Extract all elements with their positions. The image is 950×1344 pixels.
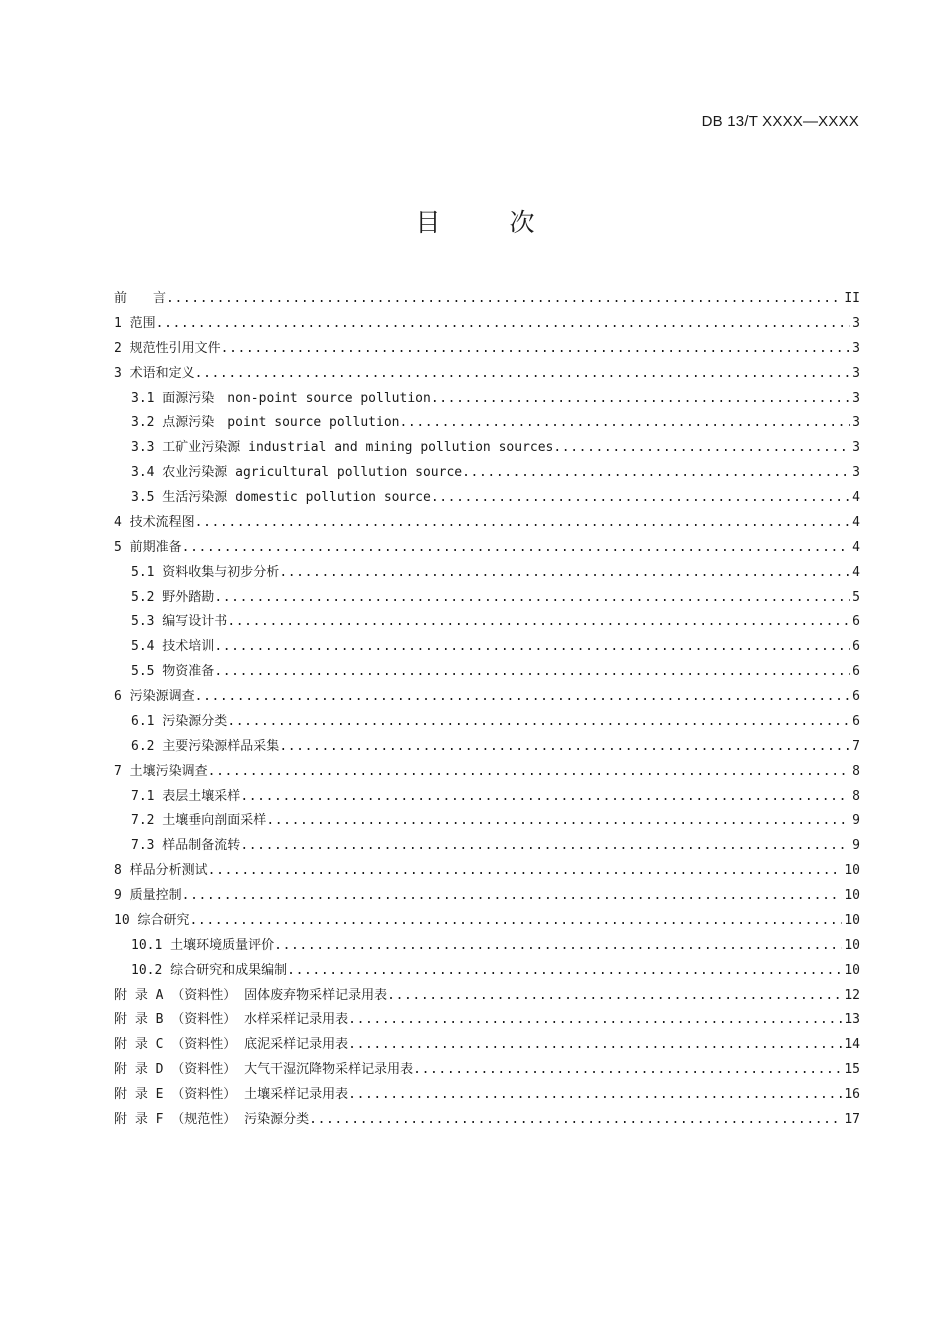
toc-dot-leader: [413, 1062, 842, 1077]
toc-entry[interactable]: [114, 536, 860, 561]
toc-entry-label: 7.2 土壤垂向剖面采样: [131, 813, 267, 829]
toc-dot-leader: [348, 1037, 842, 1052]
toc-entry[interactable]: [114, 561, 860, 586]
toc-dot-leader: [214, 639, 850, 654]
toc-entry-page-number: 15: [844, 1062, 860, 1078]
toc-entry-label: 5.4 技术培训: [131, 639, 215, 655]
toc-entry-label: 6.2 主要污染源样品采集: [131, 738, 280, 754]
toc-entry-page-number: 3: [852, 315, 860, 331]
toc-entry-page-number: 10: [844, 888, 860, 903]
toc-entry[interactable]: [114, 635, 860, 660]
toc-dot-leader: [221, 341, 851, 356]
toc-entry-label: 附 录 B （资料性） 水样采样记录用表: [114, 1012, 349, 1028]
toc-entry-page-number: 8: [852, 788, 860, 804]
toc-dot-leader: [274, 938, 842, 953]
toc-entry[interactable]: [114, 959, 860, 984]
toc-entry-page-number: 3: [852, 465, 860, 481]
toc-entry-label: 3.3 工矿业污染源 industrial and mining pollution sources: [131, 440, 554, 456]
page-title: 目 次: [415, 208, 557, 237]
toc-entry-label: 5.3 编写设计书: [131, 614, 228, 630]
toc-entry-label: 附 录 E （资料性） 土壤采样记录用表: [114, 1087, 349, 1102]
toc-entry-page-number: 6: [852, 664, 860, 680]
toc-entry[interactable]: [114, 1058, 860, 1083]
toc-entry-page-number: 16: [844, 1087, 860, 1102]
toc-entry-label: 10.1 土壤环境质量评价: [131, 937, 275, 953]
toc-entry[interactable]: [114, 984, 860, 1009]
toc-dot-leader: [266, 813, 850, 828]
toc-entry[interactable]: [114, 411, 860, 436]
toc-entry[interactable]: [114, 859, 860, 884]
toc-entry-page-number: 10: [844, 863, 860, 879]
toc-entry[interactable]: [114, 436, 860, 461]
toc-entry[interactable]: [114, 461, 860, 486]
toc-entry[interactable]: [114, 511, 860, 536]
toc-dot-leader: [240, 789, 850, 804]
toc-entry-page-number: 6: [852, 614, 860, 630]
toc-entry-page-number: 14: [844, 1037, 860, 1053]
toc-entry[interactable]: [114, 760, 860, 785]
toc-entry[interactable]: [114, 735, 860, 760]
toc-dot-leader: [240, 838, 850, 853]
toc-entry-label: 附 录 F （规范性） 污染源分类: [114, 1111, 310, 1127]
toc-entry[interactable]: [114, 1033, 860, 1058]
toc-entry-page-number: 6: [852, 639, 860, 655]
toc-dot-leader: [189, 913, 842, 928]
toc-entry-label: 7.3 样品制备流转: [131, 838, 241, 854]
toc-dot-leader: [195, 689, 851, 704]
toc-entry[interactable]: [114, 287, 860, 312]
toc-entry-page-number: 5: [852, 589, 860, 605]
toc-entry-page-number: 7: [852, 738, 860, 754]
toc-dot-leader: [348, 1012, 842, 1027]
toc-entry-page-number: 9: [852, 813, 860, 829]
toc-entry-label: 2 规范性引用文件: [114, 340, 221, 356]
toc-dot-leader: [208, 863, 843, 878]
toc-dot-leader: [287, 963, 842, 978]
toc-dot-leader: [227, 614, 850, 629]
toc-dot-leader: [553, 440, 850, 455]
toc-entry-page-number: 4: [852, 514, 860, 530]
toc-dot-leader: [279, 565, 850, 580]
toc-dot-leader: [400, 415, 851, 430]
toc-entry[interactable]: [114, 1108, 860, 1133]
toc-entry[interactable]: [114, 884, 860, 909]
toc-dot-leader: [182, 888, 843, 903]
toc-entry-page-number: 3: [852, 365, 860, 381]
toc-entry-page-number: 3: [852, 340, 860, 356]
toc-dot-leader: [309, 1112, 842, 1127]
toc-entry-label: 7 土壤污染调查: [114, 763, 208, 779]
toc-dot-leader: [182, 540, 851, 555]
toc-entry-label: 3.5 生活污染源 domestic pollution source: [131, 490, 431, 505]
toc-entry[interactable]: [114, 710, 860, 735]
toc-entry[interactable]: [114, 834, 860, 859]
toc-entry-label: 3.4 农业污染源 agricultural pollution source: [131, 465, 463, 481]
toc-entry-label: 8 样品分析测试: [114, 863, 208, 879]
toc-entry[interactable]: [114, 1008, 860, 1033]
toc-entry-page-number: 9: [852, 838, 860, 854]
toc-entry[interactable]: [114, 387, 860, 412]
toc-dot-leader: [431, 490, 850, 505]
toc-entry-label: 3.1 面源污染 non-point source pollution: [131, 390, 431, 406]
toc-entry[interactable]: [114, 362, 860, 387]
toc-entry[interactable]: [114, 586, 860, 611]
toc-entry-label: 10 综合研究: [114, 912, 190, 928]
toc-dot-leader: [195, 366, 851, 381]
toc-entry-label: 7.1 表层土壤采样: [131, 788, 241, 804]
toc-entry-label: 附 录 A （资料性） 固体废弃物采样记录用表: [114, 987, 388, 1003]
toc-entry-page-number: 4: [852, 539, 860, 555]
toc-dot-leader: [348, 1087, 842, 1102]
toc-dot-leader: [279, 739, 850, 754]
toc-entry[interactable]: [114, 660, 860, 685]
table-of-contents: [114, 287, 860, 1133]
toc-entry-page-number: 10: [844, 937, 860, 953]
toc-entry[interactable]: [114, 312, 860, 337]
toc-entry-page-number: 4: [852, 564, 860, 580]
toc-entry-page-number: 3: [852, 390, 860, 406]
toc-entry[interactable]: [114, 486, 860, 511]
toc-entry-page-number: 17: [844, 1111, 860, 1127]
toc-entry[interactable]: [114, 785, 860, 810]
toc-entry-label: 6.1 污染源分类: [131, 713, 228, 729]
toc-entry-page-number: 13: [844, 1012, 860, 1028]
toc-dot-leader: [166, 291, 842, 306]
toc-entry-label: 3 术语和定义: [114, 365, 195, 381]
toc-entry-label: 5.1 资料收集与初步分析: [131, 564, 280, 580]
toc-entry-page-number: 4: [852, 490, 860, 505]
toc-dot-leader: [227, 714, 850, 729]
toc-entry-page-number: 10: [844, 962, 860, 978]
toc-entry-label: 10.2 综合研究和成果编制: [131, 962, 288, 978]
toc-entry[interactable]: [114, 685, 860, 710]
toc-entry-page-number: 6: [852, 689, 860, 704]
toc-entry-label: 5.5 物资准备: [131, 664, 215, 680]
toc-entry-page-number: 6: [852, 713, 860, 729]
toc-entry-label: 5 前期准备: [114, 539, 182, 555]
toc-entry-page-number: 3: [852, 415, 860, 431]
toc-entry-label: 6 污染源调查: [114, 689, 195, 704]
toc-entry-page-number: 10: [844, 912, 860, 928]
toc-entry[interactable]: [114, 809, 860, 834]
toc-dot-leader: [214, 664, 850, 679]
toc-entry-label: 9 质量控制: [114, 888, 182, 903]
toc-entry-label: 4 技术流程图: [114, 514, 195, 530]
toc-entry-page-number: 12: [844, 987, 860, 1003]
toc-dot-leader: [156, 316, 851, 331]
toc-dot-leader: [462, 465, 850, 480]
toc-entry[interactable]: [114, 934, 860, 959]
toc-entry[interactable]: [114, 1083, 860, 1108]
toc-entry-label: 前 言: [114, 291, 167, 306]
toc-entry-label: 5.2 野外踏勘: [131, 589, 215, 605]
toc-entry-page-number: 3: [852, 440, 860, 456]
toc-dot-leader: [195, 515, 851, 530]
toc-dot-leader: [387, 988, 842, 1003]
toc-entry[interactable]: [114, 909, 860, 934]
toc-entry[interactable]: [114, 337, 860, 362]
toc-entry-label: 1 范围: [114, 315, 156, 331]
toc-entry[interactable]: [114, 610, 860, 635]
toc-entry-page-number: II: [844, 291, 860, 306]
toc-entry-label: 3.2 点源污染 point source pollution: [131, 415, 400, 431]
document-code: DB 13/T XXXX—XXXX: [701, 113, 859, 130]
toc-entry-label: 附 录 C （资料性） 底泥采样记录用表: [114, 1037, 349, 1053]
toc-dot-leader: [431, 391, 850, 406]
toc-dot-leader: [208, 764, 851, 779]
toc-entry-page-number: 8: [852, 763, 860, 779]
toc-dot-leader: [214, 590, 850, 605]
toc-entry-label: 附 录 D （资料性） 大气干湿沉降物采样记录用表: [114, 1062, 414, 1078]
